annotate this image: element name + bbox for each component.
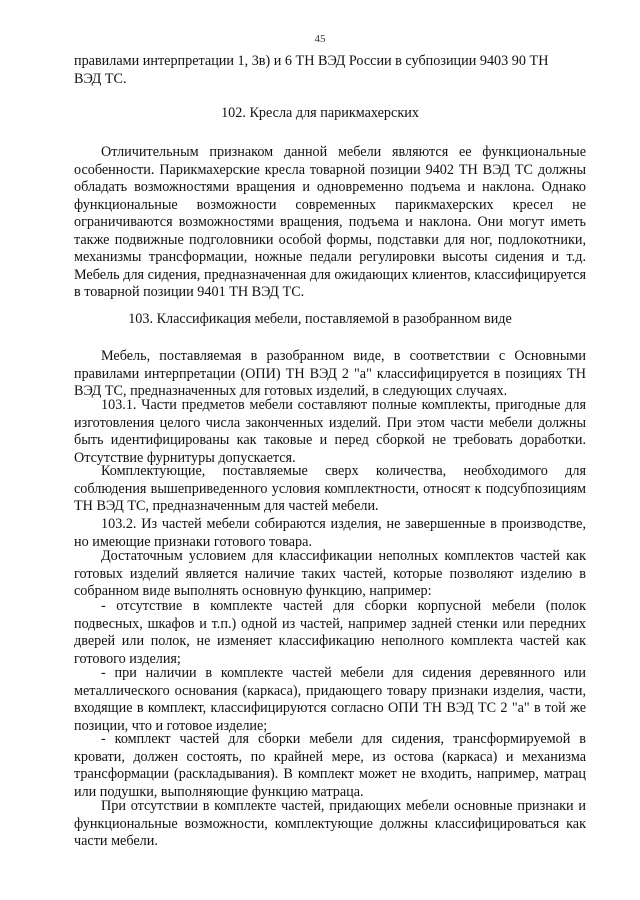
section-103-paragraph-1: Мебель, поставляемая в разобранном виде, в соответствии с Основными правилами интерпретации (ОПИ) ТН ВЭД 2 "а" классифицируется в позициях ТН ВЭД ТС, предназначенных для готовых изделий, в следующих случаях. [74, 348, 586, 399]
list-item-cabinet-furniture: - отсутствие в комплекте частей для сборки корпусной мебели (полок подвесных, шкафов и т.п.) одной из частей, например задней стенки или передних дверей или полок, не изменяет классификацию неполного комплекта частей как готового изделия; [74, 598, 586, 667]
section-103-paragraph-9: При отсутствии в комплекте частей, придающих мебели основные признаки и функциональные возможности, комплектующие должны классифицироваться как части мебели. [74, 798, 586, 849]
section-103-title: 103. Классификация мебели, поставляемой в разобранном виде [128, 311, 512, 327]
section-103-1-paragraph: 103.1. Части предметов мебели составляют полные комплекты, пригодные для изготовления целого числа законченных изделий. При этом части мебели должны быть идентифицированы как таковые и перед сборкой не требовать доработки. Отсутствие фурнитуры допускается. [74, 397, 586, 466]
page-number: 45 [314, 33, 326, 45]
intro-line-2: ВЭД ТС. [74, 70, 127, 87]
section-103-2-paragraph: 103.2. Из частей мебели собираются изделия, не завершенные в производстве, но имеющие признаки готового товара. [74, 516, 586, 550]
section-103-paragraph-5: Достаточным условием для классификации неполных комплектов частей как готовых изделий является наличие таких частей, которые позволяют изделию в собранном виде выполнять основную функцию, например: [74, 548, 586, 599]
section-102-title: 102. Кресла для парикмахерских [221, 105, 419, 121]
section-102-paragraph: Отличительным признаком данной мебели являются ее функциональные особенности. Парикмахерские кресла товарной позиции 9402 ТН ВЭД ТС должны обладать возможностями вращения и одновременно подъема и наклона. Однако функциональные возможности современных парикмахерских кресел не ограничиваются возможностями вращения, подъема и наклона. Они могут иметь также подвижные подголовники особой формы, подставки для ног, подлокотники, механизмы трансформации, ножные педали регулировки высоты сидения и т.д. Мебель для сидения, предназначенная для ожидающих клиентов, классифицируется в товарной позиции 9401 ТН ВЭД ТС. [74, 144, 586, 300]
list-item-convertible-bed: - комплект частей для сборки мебели для сидения, трансформируемой в кровати, должен состоять, по крайней мере, из остова (каркаса) и механизма трансформации (раскладывания). В комплект может не входить, например, матрац или подушки, выполняющие функцию матраца. [74, 731, 586, 800]
section-103-paragraph-3: Комплектующие, поставляемые сверх количества, необходимого для соблюдения вышеприведенного условия комплектности, относят к подсубпозициям ТН ВЭД ТС, предназначенным для частей мебели. [74, 463, 586, 514]
list-item-seating-frame: - при наличии в комплекте частей мебели для сидения деревянного или металлического основания (каркаса), придающего товару признаки изделия, части, входящие в комплект, классифицируются согласно ОПИ ТН ВЭД ТС 2 "а" в той же позиции, что и готовое изделие; [74, 665, 586, 734]
intro-text [74, 53, 586, 88]
intro-line-1: правилами интерпретации 1, 3в) и 6 ТН ВЭД России в субпозиции 9403 90 ТН [74, 53, 549, 69]
